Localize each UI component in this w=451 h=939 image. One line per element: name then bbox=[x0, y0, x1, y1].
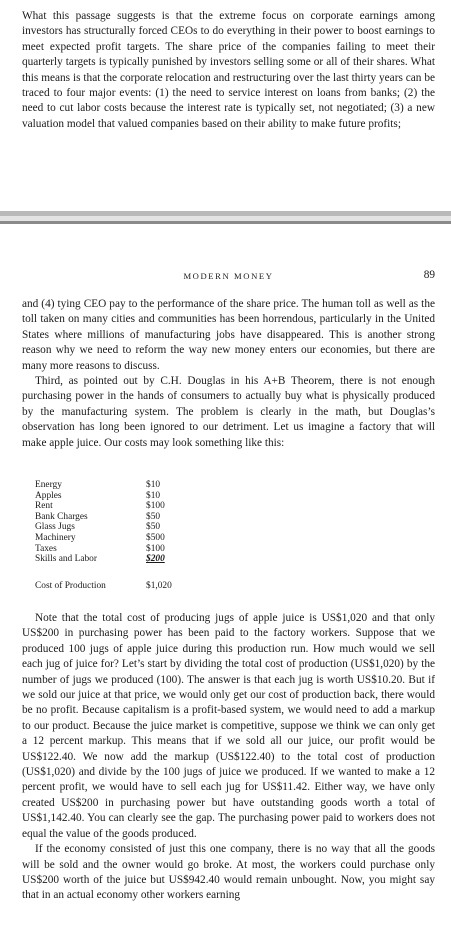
cost-value: $10 bbox=[146, 490, 161, 501]
cost-label: Machinery bbox=[35, 532, 76, 543]
paragraph: If the economy consisted of just this one company, there is no way that all the goods will be sold and the owner would go broke. At most, the workers could purchase only US$200 worth of the juice but US$942.40 would remain unbought. Now, you might say that in an actual economy other workers earning bbox=[22, 843, 435, 902]
running-head-title: MODERN MONEY bbox=[183, 271, 274, 281]
cost-label: Apples bbox=[35, 490, 62, 501]
running-head bbox=[22, 271, 435, 285]
cost-value: $50 bbox=[146, 522, 161, 533]
cost-total-label: Cost of Production bbox=[35, 581, 106, 591]
cost-value: $500 bbox=[146, 532, 165, 543]
cost-value-underlined: $200 bbox=[146, 554, 165, 565]
cost-value: $100 bbox=[146, 543, 165, 554]
cost-label: Rent bbox=[35, 501, 53, 512]
cost-row bbox=[35, 491, 205, 502]
cost-label: Taxes bbox=[35, 543, 57, 554]
cost-value: $100 bbox=[146, 501, 165, 512]
previous-page-paragraph: What this passage suggests is that the extreme focus on corporate earnings among investors has structurally forced CEOs to do everything in their power to boost earnings to meet expected profit targets. The share price of the companies failing to meet their quarterly targets is typically punished by investors selling some or all of their shares. What this means is that the corporate relocation and restructuring over the last thirty years can be traced to four major events: (1) the need to service interest on loans from banks; (2) the need to cut labor costs because the interest rate is typically set, not negotiated; (3) a new valuation model that valued companies based on their ability to make future profits; bbox=[22, 10, 435, 130]
cost-value: $10 bbox=[146, 480, 161, 490]
cost-label: Energy bbox=[35, 480, 62, 490]
page-number: 89 bbox=[423, 269, 435, 281]
cost-row-last bbox=[35, 554, 205, 565]
cost-row bbox=[35, 533, 205, 544]
body-text-before-table bbox=[22, 297, 435, 451]
paragraph: and (4) tying CEO pay to the performance of the share price. The human toll as well as the toll taken on many cities and communities has been horrendous, particularly in the United States where millions of manufacturing jobs have disappeared. This is another strong reason why we need to reform the way new money enters our economies, but there are many more reasons to discuss. bbox=[22, 298, 435, 372]
cost-row bbox=[35, 501, 205, 512]
paragraph: Third, as pointed out by C.H. Douglas in his A+B Theorem, there is not enough purchasing power in the hands of consumers to actually buy what is physically produced by the manufacturing system. The problem is clearly in the math, but Douglas’s observation has long been ignored to our detriment. Let us imagine a factory that will make apple juice. Our costs may look something like this: bbox=[22, 375, 435, 449]
cost-row bbox=[35, 512, 205, 523]
cost-total-value: $1,020 bbox=[146, 581, 172, 591]
cost-label: Bank Charges bbox=[35, 511, 88, 522]
cost-value: $50 bbox=[146, 511, 161, 522]
cost-label: Glass Jugs bbox=[35, 522, 75, 533]
cost-row bbox=[35, 544, 205, 555]
cost-label: Skills and Labor bbox=[35, 554, 97, 565]
paragraph: Note that the total cost of producing jugs of apple juice is US$1,020 and that only US$200 in purchasing power has been paid to the factory workers. Suppose that we produced 100 jugs of apple juice during this production run. How much would we sell each jug of juice for? Let’s start by dividing the total cost of production (US$1,020) by the number of jugs we produced (100). The answer is that each jug is worth US$10.20. But if we sold our juice at that price, we would only get our cost of production back, there would be no profit. Because capitalism is a profit-based system, we would need to add a markup to our product. Because the juice market is competitive, suppose we think we can only get a 12 percent markup. This means that if we sold all our juice, our profit would be US$122.40. We now add the markup (US$122.40) to the total cost of production (US$1,020) and divide by the 100 jugs of juice we produced. If we wanted to make a 12 percent profit, we would have to sell each jug for US$11.42. Either way, we have only created US$200 in purchasing power but have outstanding goods worth a total of US$1,142.40. You can clearly see the gap. The purchasing power paid to workers does not equal the value of the goods produced. bbox=[22, 612, 435, 840]
cost-table bbox=[35, 480, 205, 565]
cost-row bbox=[35, 522, 205, 533]
cost-row bbox=[35, 480, 205, 491]
body-text-after-table bbox=[22, 611, 435, 904]
page-break-divider-dark bbox=[0, 221, 451, 224]
